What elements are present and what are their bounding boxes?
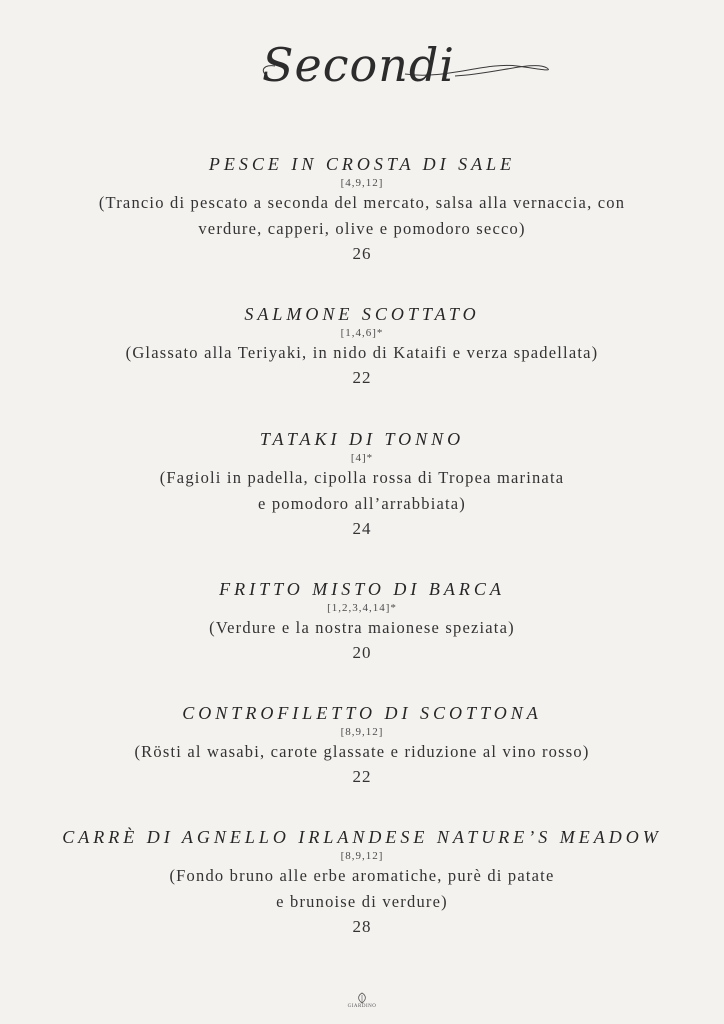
dish-description-line: verdure, capperi, olive e pomodoro secco) (198, 219, 526, 238)
dish-item (0, 427, 724, 541)
dish-name: CONTROFILETTO DI SCOTTONA (182, 703, 542, 723)
dish-price: 20 (352, 643, 372, 662)
allergen-codes: [8,9,12] (340, 726, 384, 738)
allergen-codes: [4,9,12] (340, 177, 384, 189)
dish-price: 26 (352, 244, 372, 263)
allergen-codes: [1,4,6]* (340, 327, 384, 339)
restaurant-logo (332, 992, 392, 1010)
dish-name: TATAKI DI TONNO (259, 429, 465, 449)
dish-description-line: (Rösti al wasabi, carote glassate e riduzione al vino rosso) (134, 742, 590, 761)
dish-description-line: (Fagioli in padella, cipolla rossa di Tropea marinata (159, 468, 565, 487)
dish-price: 24 (352, 519, 372, 538)
dish-description-line: (Trancio di pescato a seconda del mercato, salsa alla vernaccia, con (98, 193, 626, 212)
leaf-icon (355, 992, 369, 1004)
dish-price: 22 (352, 368, 372, 387)
dish-item (0, 577, 724, 665)
dish-name: FRITTO MISTO DI BARCA (219, 579, 505, 599)
dish-price: 22 (352, 767, 372, 786)
dish-name: PESCE IN CROSTA DI SALE (208, 154, 516, 174)
dish-name: CARRÈ DI AGNELLO IRLANDESE NATURE’S MEADOW (62, 827, 662, 847)
dish-description-line: e pomodoro all’arrabbiata) (257, 494, 467, 513)
dish-description-line: (Verdure e la nostra maionese speziata) (209, 618, 515, 637)
section-heading (0, 22, 724, 102)
allergen-codes: [8,9,12] (340, 850, 384, 862)
section-title: Secondi (262, 38, 455, 92)
dish-description-line: e brunoise di verdure) (276, 892, 448, 911)
dish-description-line: (Fondo bruno alle erbe aromatiche, purè di patate (169, 866, 555, 885)
dish-item (0, 825, 724, 939)
dish-item (0, 302, 724, 390)
dish-description-line: (Glassato alla Teriyaki, in nido di Kataifi e verza spadellata) (125, 343, 599, 362)
allergen-codes: [1,2,3,4,14]* (327, 602, 397, 614)
logo-text: GIARDINO (347, 1004, 377, 1009)
dish-item (0, 152, 724, 266)
dish-name: SALMONE SCOTTATO (244, 304, 480, 324)
dish-price: 28 (352, 917, 372, 936)
allergen-codes: [4]* (350, 452, 374, 464)
dish-item (0, 701, 724, 789)
